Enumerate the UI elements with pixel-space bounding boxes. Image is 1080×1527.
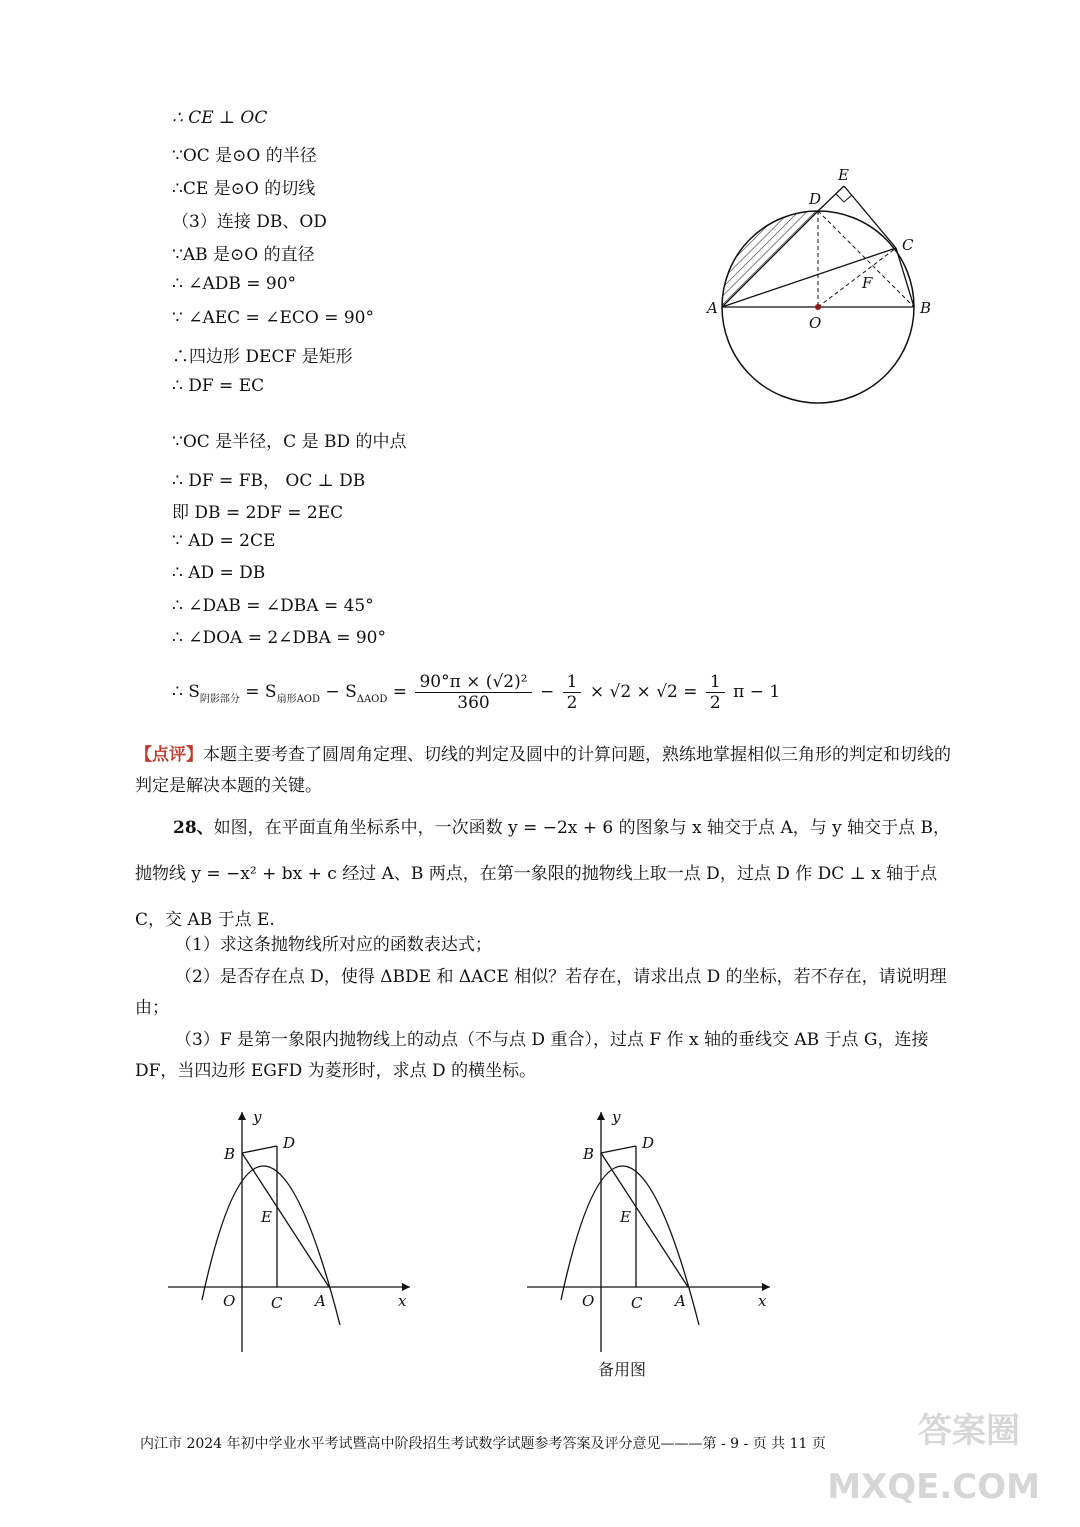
coordinate-graph bbox=[160, 1105, 420, 1360]
proof-line: ∴ ∠DOA = 2∠DBA = 90° bbox=[172, 628, 387, 648]
label-E: E bbox=[620, 1208, 631, 1226]
comment-text: 本题主要考查了圆周角定理、切线的判定及圆中的计算问题，熟练地掌握相似三角形的判定和切线的判定是解决本题的关键。 bbox=[135, 745, 951, 796]
proof-line: ∴CE 是⊙O 的切线 bbox=[172, 179, 316, 199]
question-1: （1）求这条抛物线所对应的函数表达式； bbox=[175, 935, 492, 955]
watermark-logo: 答案圈 bbox=[918, 1411, 1020, 1451]
question-3: （3）F 是第一象限内抛物线上的动点（不与点 D 重合），过点 F 作 x 轴的垂线交 AB 于点 G，连接 DF，当四边形 EGFD 为菱形时，求点 D 的横坐标。 bbox=[135, 1030, 929, 1081]
fraction: $\frac{\text{90°π × (√2)²}}{360}$ bbox=[415, 672, 531, 713]
proof-line: ∵ AD = 2CE bbox=[172, 531, 276, 551]
label-B: B bbox=[224, 1145, 236, 1163]
fraction: $\frac{1}{2}$ bbox=[563, 672, 582, 713]
proof-line: 即 DB = 2DF = 2EC bbox=[172, 503, 344, 523]
proof-line: ∵OC 是半径，C 是 BD 的中点 bbox=[172, 432, 407, 452]
area-formula: ∴ $S_{阴影部分} = S_{扇形AOD} - S_{\Delta AOD}$ = $\frac{\text{90°π × (√2)²}}{360}$ − $\frac{1}{2}$ × √2 × √2 = $\frac{1}{2}$ π − 1 bbox=[172, 672, 781, 713]
label-E: E bbox=[838, 166, 849, 184]
problem-text: 如图，在平面直角坐标系中，一次函数 y = −2x + 6 的图象与 x 轴交于点 A，与 y 轴交于点 B，抛物线 y = −x² + bx + c 经过 A、B 两点，在第一象限的抛物线上取一点 D，过点 D 作 DC ⊥ x 轴于点 C，交 AB 于点 E. bbox=[135, 818, 951, 930]
figure-caption: 备用图 bbox=[598, 1360, 647, 1379]
proof-line: ∴ CE ⊥ OC bbox=[172, 108, 268, 128]
proof-line: （3）连接 DB、OD bbox=[172, 212, 327, 232]
label-x: x bbox=[398, 1292, 407, 1310]
circle-figure bbox=[700, 160, 950, 410]
page-footer: 内江市 2024 年初中学业水平考试暨高中阶段招生考试数学试题参考答案及评分意见———第 - 9 - 页 共 11 页 bbox=[140, 1436, 826, 1452]
label-y: y bbox=[612, 1108, 621, 1126]
proof-line: ∵ ∠AEC = ∠ECO = 90° bbox=[172, 308, 374, 328]
comment-paragraph bbox=[135, 740, 965, 802]
problem-statement bbox=[135, 805, 965, 943]
label-O: O bbox=[223, 1292, 236, 1310]
proof-line: ∴ DF = FB， OC ⊥ DB bbox=[172, 471, 366, 491]
backup-graph bbox=[520, 1105, 780, 1360]
question-2: （2）是否存在点 D，使得 ΔBDE 和 ΔACE 相似？若存在，请求出点 D 的坐标，若不存在，请说明理由； bbox=[135, 967, 947, 1018]
label-E: E bbox=[261, 1208, 272, 1226]
label-A: A bbox=[707, 299, 718, 317]
label-B: B bbox=[583, 1145, 595, 1163]
proof-line: ∴ ∠ADB = 90° bbox=[172, 274, 297, 294]
label-C: C bbox=[902, 236, 914, 254]
proof-line: ∴ DF = EC bbox=[172, 376, 265, 396]
proof-line: ∴ ∠DAB = ∠DBA = 45° bbox=[172, 596, 374, 616]
label-C: C bbox=[271, 1294, 283, 1312]
label-B: B bbox=[920, 299, 932, 317]
fraction: $\frac{1}{2}$ bbox=[706, 672, 725, 713]
label-D: D bbox=[642, 1134, 655, 1152]
label-O: O bbox=[582, 1292, 595, 1310]
label-y: y bbox=[253, 1108, 262, 1126]
label-D: D bbox=[283, 1134, 296, 1152]
label-D: D bbox=[809, 190, 822, 208]
label-x: x bbox=[758, 1292, 767, 1310]
label-A: A bbox=[675, 1292, 686, 1310]
watermark-url: MXQE.COM bbox=[827, 1467, 1040, 1507]
label-F: F bbox=[862, 274, 873, 292]
label-C: C bbox=[631, 1294, 643, 1312]
proof-line: ∵OC 是⊙O 的半径 bbox=[172, 146, 317, 166]
label-O: O bbox=[809, 314, 822, 332]
comment-tag: 【点评】 bbox=[135, 745, 203, 765]
proof-line: ∴四边形 DECF 是矩形 bbox=[172, 347, 353, 367]
proof-line: ∵AB 是⊙O 的直径 bbox=[172, 245, 315, 265]
label-A: A bbox=[315, 1292, 326, 1310]
proof-line: ∴ AD = DB bbox=[172, 563, 266, 583]
problem-number: 28、 bbox=[173, 818, 214, 838]
